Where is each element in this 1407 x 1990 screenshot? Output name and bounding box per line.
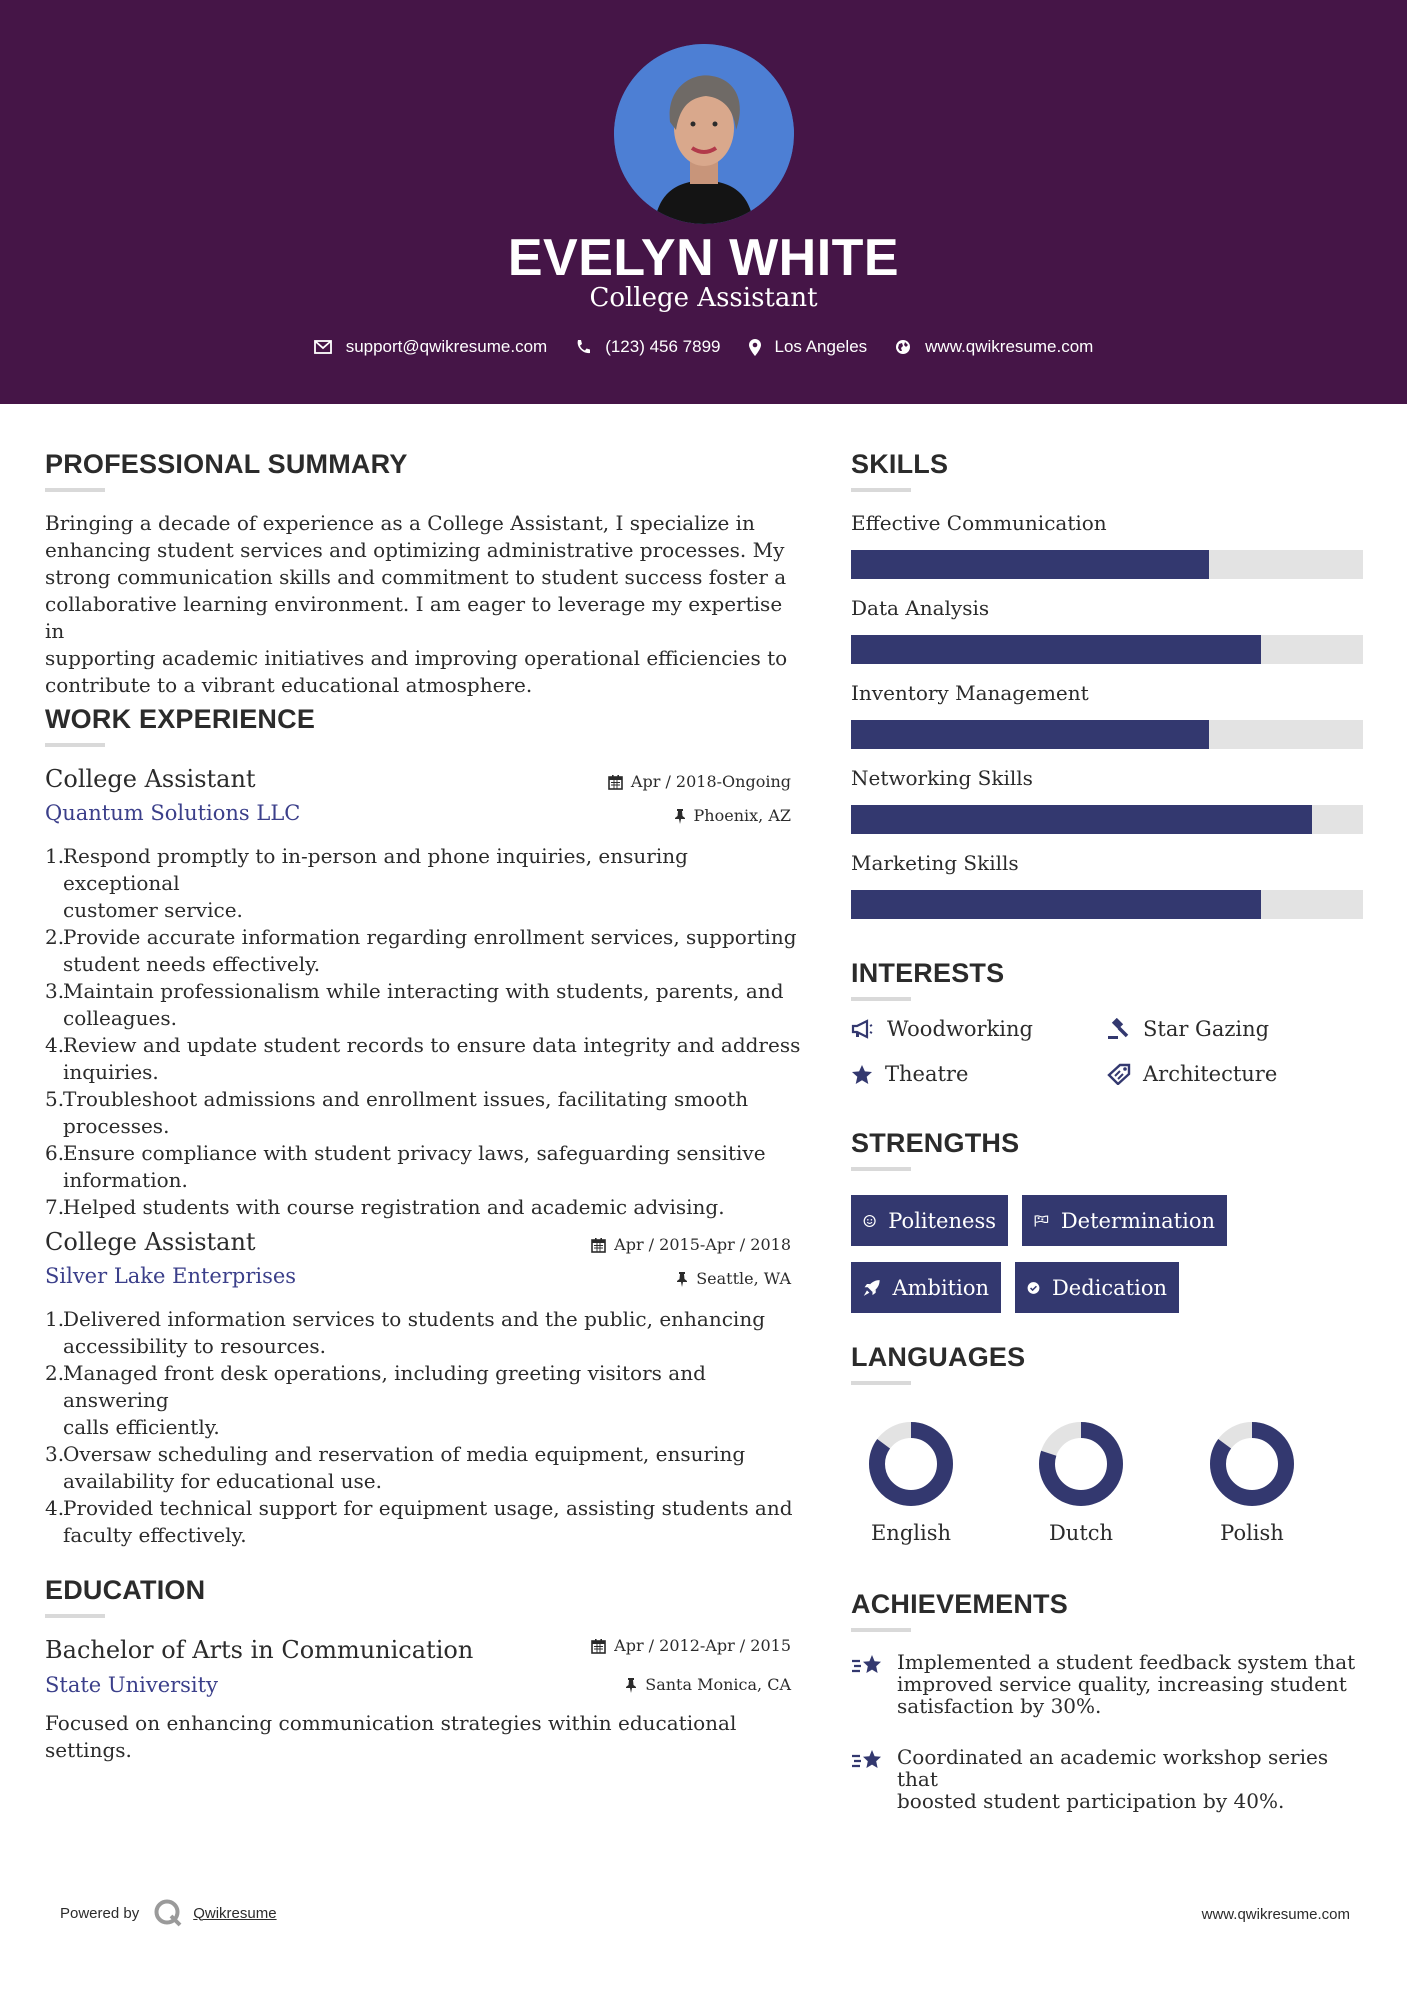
skill-bar — [851, 635, 1363, 664]
skill-name: Data Analysis — [851, 596, 990, 620]
phone-text: (123) 456 7899 — [605, 337, 721, 356]
strength-badge: Politeness — [851, 1195, 1008, 1246]
pin-icon — [676, 1271, 688, 1287]
calendar-icon — [608, 774, 623, 790]
education-location — [480, 1675, 791, 1694]
education-description: Focused on enhancing communication strategies within educational settings. — [45, 1711, 737, 1762]
strength-badge: Ambition — [851, 1262, 1001, 1313]
skill-bar — [851, 890, 1363, 919]
pin-icon — [625, 1677, 637, 1693]
flag-icon — [1034, 1211, 1049, 1231]
interest-item: Theatre — [851, 1062, 968, 1086]
achievement-text: Coordinated an academic workshop series that boosted student participation by 40%. — [897, 1745, 1329, 1813]
job-dates — [480, 1235, 791, 1254]
envelope-icon — [314, 340, 332, 354]
achievement-item — [851, 1651, 1371, 1717]
map-pin-icon — [749, 339, 761, 356]
list-item: 3. Maintain professionalism while interacting with students, parents, and colleagues. — [45, 979, 784, 1030]
powered-by-text: Powered by — [60, 1904, 140, 1922]
interest-item: Woodworking — [851, 1017, 1033, 1041]
location-text: Los Angeles — [774, 337, 868, 356]
skill-bar-fill — [851, 805, 1312, 834]
contact-phone[interactable] — [575, 337, 720, 357]
skill-name: Inventory Management — [851, 681, 1089, 705]
language-item — [1026, 1419, 1136, 1545]
company-name: Silver Lake Enterprises — [45, 1264, 297, 1288]
list-item: 4. Provided technical support for equipment usage, assisting students and faculty effectively. — [45, 1496, 793, 1547]
summary-rule — [45, 488, 105, 492]
summary-heading: PROFESSIONAL SUMMARY — [45, 449, 408, 479]
summary-line: collaborative learning environment. I am eager to leverage my expertise in — [45, 592, 783, 643]
qwikresume-logo-icon — [153, 1898, 183, 1928]
location-text: Phoenix, AZ — [693, 806, 791, 825]
resume-header — [0, 0, 1407, 404]
strengths-rule — [851, 1167, 911, 1171]
list-item: 1. Delivered information services to students and the public, enhancing accessibility to resources. — [45, 1307, 766, 1358]
language-donut — [1207, 1419, 1297, 1509]
skill-bar — [851, 720, 1363, 749]
interests-rule — [851, 997, 911, 1001]
skill-bar — [851, 805, 1363, 834]
language-item — [1197, 1419, 1307, 1545]
language-donut — [866, 1419, 956, 1509]
smile-icon — [863, 1210, 876, 1232]
skill-bar — [851, 550, 1363, 579]
company-name: Quantum Solutions LLC — [45, 801, 301, 825]
skill-bar-fill — [851, 720, 1209, 749]
list-item: 4. Review and update student records to ensure data integrity and address inquiries. — [45, 1033, 801, 1084]
skills-heading: SKILLS — [851, 449, 949, 479]
list-item: 5. Troubleshoot admissions and enrollment issues, facilitating smooth processes. — [45, 1087, 749, 1138]
job-bullets — [45, 1306, 805, 1549]
education-heading: EDUCATION — [45, 1575, 206, 1605]
languages-heading: LANGUAGES — [851, 1342, 1026, 1372]
contact-email[interactable] — [314, 337, 548, 357]
interests-heading: INTERESTS — [851, 958, 1005, 988]
achievement-text: Implemented a student feedback system that improved service quality, increasing student satisfaction by 30%. — [897, 1650, 1356, 1718]
summary-line: enhancing student services and optimizing administrative processes. My — [45, 538, 785, 562]
achievements-rule — [851, 1628, 911, 1632]
list-item: 3. Oversaw scheduling and reservation of media equipment, ensuring availability for educational use. — [45, 1442, 746, 1493]
summary-line: strong communication skills and commitment to student success foster a — [45, 565, 787, 589]
language-donut — [1036, 1419, 1126, 1509]
star-icon — [851, 1064, 873, 1085]
list-item: 6. Ensure compliance with student privacy laws, safeguarding sensitive information. — [45, 1141, 766, 1192]
achievements-heading: ACHIEVEMENTS — [851, 1589, 1068, 1619]
rocket-icon — [863, 1277, 880, 1299]
shooting-star-icon — [851, 1748, 885, 1772]
candidate-title: College Assistant — [589, 283, 818, 313]
strengths-heading: STRENGTHS — [851, 1128, 1020, 1158]
languages-rule — [851, 1381, 911, 1385]
shooting-star-icon — [851, 1653, 885, 1677]
list-item: 7. Helped students with course registration and academic advising. — [45, 1195, 725, 1219]
language-item — [856, 1419, 966, 1545]
experience-rule — [45, 743, 105, 747]
education-rule — [45, 1614, 105, 1618]
job-dates — [480, 772, 791, 791]
achievement-item — [851, 1746, 1371, 1812]
pin-icon — [674, 808, 686, 824]
skill-bar-fill — [851, 550, 1209, 579]
website-text: www.qwikresume.com — [925, 337, 1094, 356]
tag-icon — [1107, 1063, 1131, 1085]
language-label: Dutch — [1048, 1521, 1114, 1545]
interest-item: Star Gazing — [1107, 1017, 1269, 1041]
job-location — [480, 1269, 791, 1288]
list-item: 2. Provide accurate information regarding enrollment services, supporting student needs effectively. — [45, 925, 797, 976]
megaphone-icon — [851, 1019, 875, 1039]
contact-location — [749, 337, 868, 357]
globe-icon — [895, 339, 911, 355]
calendar-icon — [591, 1237, 606, 1253]
skill-bar-fill — [851, 890, 1261, 919]
dates-text: Apr / 2015-Apr / 2018 — [614, 1235, 791, 1254]
language-label: Polish — [1220, 1521, 1284, 1545]
avatar — [614, 44, 794, 224]
summary-line: supporting academic initiatives and improving operational efficiencies to — [45, 646, 788, 670]
degree-title: Bachelor of Arts in Communication — [45, 1636, 474, 1664]
gavel-icon — [1107, 1018, 1131, 1040]
dates-text: Apr / 2018-Ongoing — [630, 772, 791, 791]
strength-badge: Dedication — [1015, 1262, 1179, 1313]
check-circle-icon — [1027, 1277, 1040, 1299]
summary-line: contribute to a vibrant educational atmosphere. — [45, 673, 533, 697]
location-text: Santa Monica, CA — [645, 1675, 791, 1694]
dates-text: Apr / 2012-Apr / 2015 — [614, 1636, 791, 1655]
calendar-icon — [591, 1638, 606, 1654]
location-text: Seattle, WA — [696, 1269, 791, 1288]
email-text: support@qwikresume.com — [345, 337, 548, 356]
strength-badge: Determination — [1022, 1195, 1227, 1246]
skill-name: Marketing Skills — [851, 851, 1019, 875]
skill-bar-fill — [851, 635, 1261, 664]
education-dates — [480, 1636, 791, 1655]
list-item: 2. Managed front desk operations, including greeting visitors and answering calls efficiently. — [45, 1361, 706, 1439]
summary-text — [45, 510, 805, 699]
job-location — [480, 806, 791, 825]
language-label: English — [870, 1521, 952, 1545]
job-title: College Assistant — [45, 765, 256, 793]
candidate-name: EVELYN WHITE — [507, 229, 900, 287]
skills-rule — [851, 488, 911, 492]
experience-heading: WORK EXPERIENCE — [45, 704, 316, 734]
footer-website[interactable]: www.qwikresume.com — [1201, 1906, 1350, 1923]
job-bullets — [45, 843, 805, 1221]
footer-powered-by — [60, 1898, 277, 1928]
phone-icon — [575, 339, 591, 355]
skill-name: Networking Skills — [851, 766, 1033, 790]
summary-line: Bringing a decade of experience as a College Assistant, I specialize in — [45, 511, 755, 535]
contact-website[interactable] — [895, 337, 1093, 357]
skill-name: Effective Communication — [851, 511, 1107, 535]
interest-item: Architecture — [1107, 1062, 1277, 1086]
contact-row — [0, 337, 1407, 357]
list-item: 1. Respond promptly to in-person and phone inquiries, ensuring exceptional customer service. — [45, 844, 688, 922]
brand-link[interactable]: Qwikresume — [193, 1904, 277, 1922]
school-name: State University — [45, 1673, 218, 1697]
job-title: College Assistant — [45, 1228, 256, 1256]
